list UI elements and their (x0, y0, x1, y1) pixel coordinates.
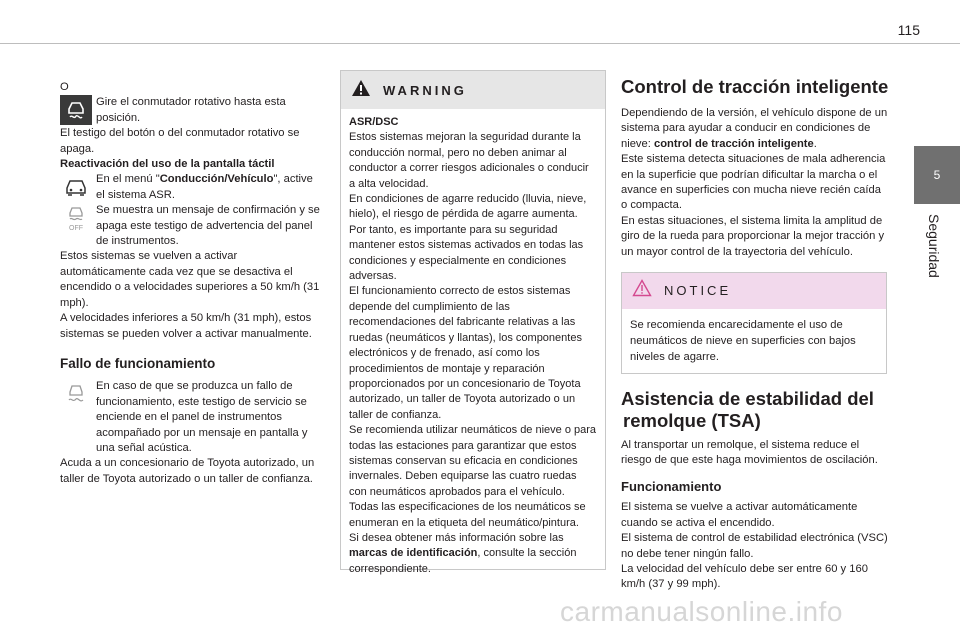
warning-p5: Todas las especificaciones de los neumáticos se enumeran en la etiqueta del neumático/pintura. (349, 501, 586, 529)
dealer-text: Acuda a un concesionario de Toyota autorizado, un taller de Toyota autorizado o un taller de confianza. (60, 457, 315, 485)
tsa-text: Al transportar un remolque, el sistema reduce el riesgo de que este haga movimientos de oscilación. (621, 439, 878, 467)
car-menu-icon (60, 172, 92, 202)
tsa-heading: Asistencia de estabilidad del remolque (TSA) (621, 388, 874, 432)
confirm-row (60, 203, 322, 249)
traction-p3: En estas situaciones, el sistema limita la amplitud de giro de la rueda para proporcionar la mejor tracción y un mayor control de la trayectoria del vehículo. (621, 214, 885, 258)
asr-heading: ASR/DSC (349, 116, 399, 128)
confirm-text: Se muestra un mensaje de confirmación y se apaga este testigo de advertencia del panel de instrumentos. (96, 204, 320, 248)
func-p1: El sistema se vuelve a activar automáticamente cuando se activa el encendido. (621, 501, 858, 529)
notice-triangle-icon (632, 279, 652, 302)
func-p2: El sistema de control de estabilidad electrónica (VSC) no debe tener ningún fallo. (621, 532, 888, 560)
skid-car-icon (60, 95, 92, 125)
or-text: O (60, 81, 69, 93)
warning-title: WARNING (383, 82, 467, 98)
page-number: 115 (897, 22, 920, 38)
rotary-text: Gire el conmutador rotativo hasta esta posición. (96, 96, 286, 124)
malfunction-row (60, 379, 322, 456)
skid-off-icon (60, 203, 92, 233)
warning-box (340, 70, 606, 575)
warning-header (341, 71, 605, 109)
notice-header (622, 273, 886, 309)
malfunction-text: En caso de que se produzca un fallo de funcionamiento, este testigo de servicio se enciende en el panel de instrumentos acompañado por un mensaje en pantalla y una señal acústica. (96, 380, 308, 454)
functioning-heading: Funcionamiento (621, 478, 722, 494)
rotary-row (60, 95, 322, 126)
traction-p2: Este sistema detecta situaciones de mala adherencia en la superficie que podrían dificultar la marcha o el avance en superficies con mucha nieve recién caída o compacta. (621, 153, 886, 212)
watermark: carmanualsonline.info (560, 596, 843, 627)
chapter-tab[interactable]: 5 (914, 146, 960, 204)
warning-p6: Si desea obtener más información sobre las marcas de identificación, consulte la sección correspondiente. (349, 531, 577, 575)
intelligent-traction-heading: Control de tracción inteligente (621, 76, 889, 97)
column-left (60, 80, 322, 487)
warning-triangle-icon (351, 79, 371, 102)
column-right (621, 76, 889, 593)
reactivation-heading: Reactivación del uso de la pantalla táctil (60, 158, 275, 171)
menu-row (60, 172, 322, 203)
notice-text: Se recomienda encarecidamente el uso de neumáticos de nieve en superficies con bajos niveles de agarre. (630, 319, 856, 364)
malfunction-heading: Fallo de funcionamiento (60, 355, 216, 371)
warning-p4: Se recomienda utilizar neumáticos de nieve o para todas las estaciones para garantizar que estos sistemas conservan su eficacia en condiciones invernales. Deben equiparse las cuatro ruedas con neumáticos aprobados para el vehículo. (349, 424, 597, 498)
menu-text: En el menú "Conducción/Vehículo", active el sistema ASR. (96, 173, 313, 201)
notice-box (621, 272, 887, 374)
traction-p1: Dependiendo de la versión, el vehículo dispone de un sistema para ayudar a conducir en condiciones de nieve: control de tracción inteligente. (621, 107, 888, 150)
skid-warning-icon (60, 379, 92, 409)
func-p3: La velocidad del vehículo debe ser entre 60 y 160 km/h (37 y 99 mph). (621, 562, 868, 591)
reactivate-text: Estos sistemas se vuelven a activar automáticamente cada vez que se desactiva el encendido o a velocidades superiores a 50 km/h (31 mph). (60, 250, 320, 309)
svg-text:OFF: OFF (69, 225, 83, 233)
warning-p2: En condiciones de agarre reducido (lluvia, nieve, hielo), el riesgo de pérdida de agarre aumenta. Por tanto, es importante para su seguridad mantener estos sistemas activados en todas las condiciones y especialmente en condiciones adversas. (349, 193, 587, 283)
header-divider (0, 43, 960, 44)
chapter-label: Seguridad (926, 214, 942, 278)
off-text: El testigo del botón o del conmutador rotativo se apaga. (60, 127, 300, 155)
warning-body (341, 109, 605, 577)
warning-p1: Estos sistemas mejoran la seguridad durante la conducción normal, pero no deben animar al conductor a correr riesgos adicionales o conducir a alta velocidad. (349, 131, 589, 190)
notice-title: NOTICE (664, 283, 732, 299)
low-speed-text: A velocidades inferiores a 50 km/h (31 mph), estos sistemas se pueden volver a activar manualmente. (60, 312, 312, 340)
warning-p3: El funcionamiento correcto de estos sistemas depende del cumplimiento de las recomendaciones del fabricante relativas a las ruedas (neumáticos y llantas), los componentes electrónicos y de frenado, así como los procedimientos de montaje y reparación proporcionados por un concesionario de Toyota autorizado, un taller de Toyota autorizado o un taller de confianza. (349, 285, 582, 421)
